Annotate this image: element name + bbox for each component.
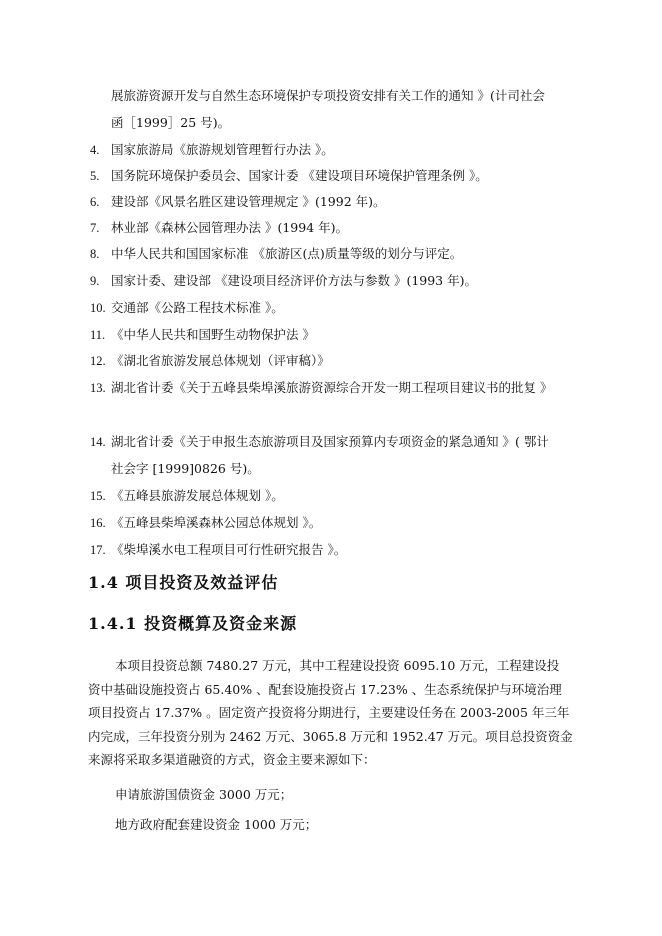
list-text: 国家计委、建设部 《建设项目经济评价方法与参数 》(1993 年)。: [111, 273, 477, 288]
paragraph-line: 来源将采取多渠道融资的方式，资金主要来源如下：: [88, 752, 376, 767]
list-number: 11.: [90, 328, 106, 342]
list-number: 10.: [90, 301, 106, 315]
section-heading: 1.4 项目投资及效益评估: [88, 573, 279, 592]
list-number: 7.: [90, 221, 100, 235]
list-number: 13.: [90, 381, 106, 395]
list-text-continuation: 社会字 [1999]0826 号)。: [111, 461, 260, 476]
list-text: 林业部《森林公园管理办法 》(1994 年)。: [111, 220, 349, 235]
list-number: 8.: [90, 247, 100, 261]
continuation-line-1: 展旅游资源开发与自然生态环境保护专项投资安排有关工作的通知 》(计司社会: [111, 88, 545, 103]
paragraph-line: 本项目投资总额 7480.27 万元，其中工程建设投资 6095.10 万元，工程建设投: [115, 658, 560, 673]
continuation-line-2: 函［1999］25 号)。: [111, 115, 231, 130]
paragraph-line: 项目投资占 17.37% 。固定资产投资将分期进行，主要建设任务在 2003-2005 年三年: [88, 705, 570, 720]
funding-line-bonds: 申请旅游国债资金 3000 万元；: [115, 787, 293, 802]
list-number: 5.: [90, 169, 100, 183]
list-text: 交通部《公路工程技术标准 》。: [111, 300, 284, 315]
subsection-heading: 1.4.1 投资概算及资金来源: [88, 614, 298, 633]
list-text: 《五峰县旅游发展总体规划 》。: [111, 488, 284, 503]
list-text: 湖北省计委《关于五峰县柴埠溪旅游资源综合开发一期工程项目建议书的批复 》: [111, 380, 553, 395]
list-number: 4.: [90, 143, 100, 157]
list-text: 中华人民共和国国家标准 《旅游区(点)质量等级的划分与评定。: [111, 246, 463, 261]
funding-line-local-government: 地方政府配套建设资金 1000 万元；: [115, 817, 318, 832]
list-text: 建设部《风景名胜区建设管理规定 》(1992 年)。: [111, 194, 386, 209]
list-number: 9.: [90, 274, 100, 288]
list-number: 17.: [90, 543, 106, 557]
list-text: 《湖北省旅游发展总体规划（评审稿）》: [111, 353, 330, 368]
paragraph-line: 内完成，三年投资分别为 2462 万元、3065.8 万元和 1952.47 万元。项目总投资资金: [88, 729, 573, 744]
list-text: 《中华人民共和国野生动物保护法 》: [111, 327, 315, 342]
list-text: 《柴埠溪水电工程项目可行性研究报告 》。: [111, 542, 347, 557]
list-number: 12.: [90, 354, 106, 368]
list-number: 15.: [90, 489, 106, 503]
list-text: 国务院环境保护委员会、国家计委 《建设项目环境保护管理条例 》。: [111, 168, 488, 183]
list-text: 湖北省计委《关于申报生态旅游项目及国家预算内专项资金的紧急通知 》( 鄂计: [111, 434, 549, 449]
list-number: 16.: [90, 516, 106, 530]
list-text: 国家旅游局《旅游规划管理暂行办法 》。: [111, 142, 334, 157]
list-number: 6.: [90, 195, 100, 209]
list-number: 14.: [90, 435, 106, 449]
list-text: 《五峰县柴埠溪森林公园总体规划 》。: [111, 515, 322, 530]
paragraph-line: 资中基础设施投资占 65.40% 、配套设施投资占 17.23% 、生态系统保护与环境治理: [88, 682, 562, 697]
